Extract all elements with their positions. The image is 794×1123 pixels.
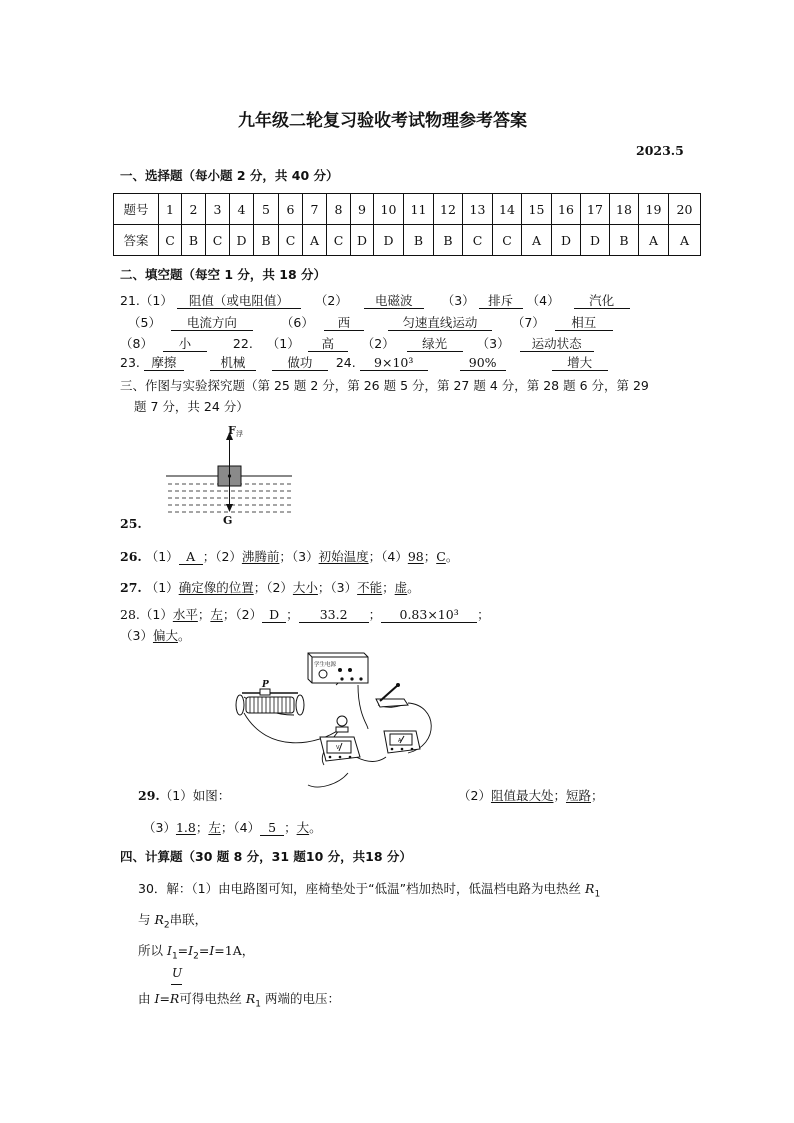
q28-part-3: ；（2） bbox=[222, 607, 263, 622]
q21-answer-7: 相互 bbox=[555, 316, 613, 331]
answer-table bbox=[113, 193, 701, 256]
q26-part-5: ； bbox=[423, 549, 437, 564]
question-number-cell: 12 bbox=[434, 194, 463, 225]
q21-answer-2: 电磁波 bbox=[364, 294, 424, 309]
q30-value: =1A， bbox=[214, 943, 255, 958]
switch bbox=[376, 683, 408, 707]
q21-mark-5: （5） bbox=[128, 315, 161, 330]
q28-answer-5: 0.83×10³ bbox=[381, 608, 477, 623]
q26-answer-4: 98 bbox=[407, 549, 424, 564]
question-number-cell: 20 bbox=[669, 194, 701, 225]
table-row-numbers bbox=[114, 194, 701, 225]
q24-answer-3: 增大 bbox=[552, 356, 608, 371]
q26-label: 26. bbox=[120, 549, 142, 564]
q23-label: 23. bbox=[120, 355, 140, 370]
q27-line bbox=[120, 578, 420, 596]
question-number-cell: 17 bbox=[581, 194, 610, 225]
q29-part-9: 。 bbox=[309, 820, 322, 835]
section1-heading: 一、选择题（每小题 2 分，共 40 分） bbox=[120, 168, 339, 183]
q29-part-8: ； bbox=[284, 820, 297, 835]
question-number-cell: 19 bbox=[639, 194, 669, 225]
q30-frac-den: R bbox=[169, 991, 180, 1006]
q21-mark-4: （4） bbox=[526, 293, 560, 308]
q22-mark-2: （2） bbox=[361, 336, 395, 351]
q28-answer-6: 偏大 bbox=[152, 628, 178, 643]
section4-heading: 四、计算题（30 题 8 分，31 题10 分，共18 分） bbox=[120, 849, 412, 864]
ammeter-label: A bbox=[398, 738, 402, 744]
answer-cell: C bbox=[159, 225, 182, 256]
section2-heading: 二、填空题（每空 1 分，共 18 分） bbox=[120, 267, 327, 282]
q27-part-3: ；（3） bbox=[317, 580, 358, 595]
answer-cell: C bbox=[206, 225, 230, 256]
q21-mark-2: （2） bbox=[314, 293, 348, 308]
q28-part-7: （3） bbox=[120, 628, 153, 643]
q23-answer-2: 机械 bbox=[210, 356, 256, 371]
answer-cell: B bbox=[254, 225, 279, 256]
question-number-cell: 5 bbox=[254, 194, 279, 225]
power-supply bbox=[308, 653, 368, 683]
q30-text-1: 30．解：（1）由电路图可知，座椅垫处于“低温”档加热时，低温档电路为电热丝 bbox=[138, 881, 586, 896]
q30-r2: R bbox=[154, 912, 164, 927]
q29-line1-right bbox=[458, 786, 604, 804]
q26-answer-1: A bbox=[179, 550, 203, 565]
q30-frac-num: U bbox=[172, 966, 183, 980]
row-label-question: 题号 bbox=[114, 194, 159, 225]
q30-i1: I bbox=[166, 943, 172, 958]
q30-frac-bar bbox=[171, 984, 182, 985]
q28-part-4: ； bbox=[286, 607, 299, 622]
q27-part-1: （1） bbox=[145, 580, 179, 595]
buoyancy-diagram bbox=[160, 420, 300, 530]
q27-label: 27. bbox=[120, 580, 142, 595]
answer-cell: A bbox=[639, 225, 669, 256]
q30-text-2a: 与 bbox=[138, 912, 155, 927]
q28-answer-3: D bbox=[262, 608, 286, 623]
q28-part-8: 。 bbox=[177, 628, 191, 643]
answer-cell: B bbox=[610, 225, 639, 256]
q30-r1-sub: 1 bbox=[594, 889, 601, 900]
q21-q22-line bbox=[120, 334, 594, 352]
q21-answer-4: 汽化 bbox=[574, 294, 630, 309]
question-number-cell: 11 bbox=[404, 194, 434, 225]
q30-text-3a: 所以 bbox=[138, 943, 167, 958]
q30-text-4c: 两端的电压： bbox=[260, 991, 340, 1006]
table-row-answers bbox=[114, 225, 701, 256]
light-bulb bbox=[336, 716, 348, 732]
q28-answer-4: 33.2 bbox=[299, 608, 369, 623]
q26-part-2: ；（2） bbox=[202, 549, 242, 564]
answer-cell: A bbox=[522, 225, 552, 256]
answer-cell: D bbox=[230, 225, 254, 256]
answer-cell: A bbox=[303, 225, 327, 256]
q29-answer-4: 左 bbox=[208, 820, 221, 835]
q26-part-4: ；（4） bbox=[368, 549, 408, 564]
q24-answer-2: 90% bbox=[460, 356, 506, 371]
q21-line1 bbox=[120, 291, 630, 309]
q29-part-5: （3） bbox=[143, 820, 176, 835]
answer-cell: D bbox=[581, 225, 610, 256]
q28-answer-2: 左 bbox=[210, 607, 223, 622]
q29-answer-2: 短路 bbox=[565, 788, 591, 803]
q22-mark-1: （1） bbox=[266, 336, 300, 351]
q26-part-6: 。 bbox=[445, 549, 459, 564]
q30-eq1: = bbox=[177, 943, 189, 958]
q30-r1b: R bbox=[245, 991, 256, 1006]
q29-part-7: ；（4） bbox=[220, 820, 261, 835]
q27-answer-4: 虚 bbox=[394, 580, 408, 595]
q29-part-4: ； bbox=[591, 788, 604, 803]
question-number-cell: 3 bbox=[206, 194, 230, 225]
q29-answer-3: 1.8 bbox=[175, 820, 196, 835]
q29-answer-5: 5 bbox=[260, 821, 284, 836]
q30-r2-sub: 2 bbox=[163, 920, 170, 931]
question-number-cell: 16 bbox=[552, 194, 581, 225]
answer-cell: D bbox=[351, 225, 374, 256]
q28-part-1: （1） bbox=[139, 607, 173, 622]
question-number-cell: 8 bbox=[327, 194, 351, 225]
q21-mark-6: （6） bbox=[280, 315, 314, 330]
q21-answer-5: 电流方向 bbox=[171, 316, 253, 331]
q28-line bbox=[120, 605, 490, 623]
q22-answer-2: 绿光 bbox=[407, 337, 463, 352]
section3-heading-line1: 三、作图与实验探究题（第 25 题 2 分，第 26 题 5 分，第 27 题 4 分，第 28 题 6 分，第 29 bbox=[120, 378, 649, 393]
question-number-cell: 4 bbox=[230, 194, 254, 225]
rheostat bbox=[236, 680, 304, 715]
section3-heading-line2: 题 7 分，共 24 分） bbox=[134, 399, 249, 414]
q23-answer-3: 做功 bbox=[272, 356, 328, 371]
q27-part-2: ；（2） bbox=[253, 580, 293, 595]
question-number-cell: 6 bbox=[279, 194, 303, 225]
gravity-arrow-icon bbox=[226, 504, 233, 512]
question-number-cell: 18 bbox=[610, 194, 639, 225]
q28-part-6: ； bbox=[477, 607, 490, 622]
row-label-answer: 答案 bbox=[114, 225, 159, 256]
q28-label: 28. bbox=[120, 607, 140, 622]
exam-date: 2023.5 bbox=[636, 143, 684, 158]
q21-label: 21.（1） bbox=[120, 293, 173, 308]
q26-line bbox=[120, 547, 458, 565]
q26-answer-3: 初始温度 bbox=[318, 549, 369, 564]
answer-cell: C bbox=[327, 225, 351, 256]
q29-line1 bbox=[138, 786, 230, 804]
ammeter bbox=[384, 731, 420, 753]
q30-i3: I bbox=[209, 943, 215, 958]
q23-q24-line bbox=[120, 355, 608, 371]
q30-text-4b: 可得电热丝 bbox=[179, 991, 246, 1006]
q29-part-1: （1）如图： bbox=[159, 788, 231, 803]
q30-r1b-sub: 1 bbox=[255, 999, 261, 1010]
q27-part-4: ； bbox=[382, 580, 395, 595]
q30-eq2: = bbox=[198, 943, 210, 958]
q29-answer-1: 阻值最大处 bbox=[490, 788, 554, 803]
q29-part-3: ； bbox=[553, 788, 566, 803]
answer-cell: B bbox=[182, 225, 206, 256]
voltmeter bbox=[320, 737, 360, 761]
q27-part-5: 。 bbox=[407, 580, 420, 595]
slider-label-p: P bbox=[262, 680, 269, 690]
q21-mark-8: （8） bbox=[120, 336, 153, 351]
q28-line2 bbox=[120, 626, 190, 644]
q26-part-3: ；（3） bbox=[279, 549, 319, 564]
page-title: 九年级二轮复习验收考试物理参考答案 bbox=[238, 111, 527, 131]
question-number-cell: 10 bbox=[374, 194, 404, 225]
q27-answer-2: 大小 bbox=[292, 580, 318, 595]
answer-cell: C bbox=[463, 225, 493, 256]
q22-label: 22. bbox=[232, 336, 253, 351]
q22-mark-3: （3） bbox=[476, 336, 510, 351]
answer-cell: C bbox=[279, 225, 303, 256]
q29-line2 bbox=[143, 818, 322, 836]
q30-text-4a: 由 bbox=[138, 991, 155, 1006]
q24-answer-1: 9×10³ bbox=[360, 356, 428, 371]
diagram-label-f-sub: 浮 bbox=[236, 430, 243, 438]
q22-answer-3: 运动状态 bbox=[520, 337, 594, 352]
q24-label: 24. bbox=[335, 355, 356, 370]
q29-part-2: （2） bbox=[458, 788, 491, 803]
question-number-cell: 15 bbox=[522, 194, 552, 225]
circuit-diagram bbox=[228, 645, 438, 795]
q28-answer-1: 水平 bbox=[172, 607, 198, 622]
q21-answer-8: 小 bbox=[163, 337, 207, 352]
q30-line3 bbox=[138, 941, 254, 962]
q30-i2: I bbox=[188, 943, 194, 958]
q27-answer-3: 不能 bbox=[357, 580, 383, 595]
answer-cell: C bbox=[493, 225, 522, 256]
q30-r1: R bbox=[585, 881, 595, 896]
diagram-label-f: F bbox=[228, 424, 236, 437]
question-number-cell: 7 bbox=[303, 194, 327, 225]
answer-cell: D bbox=[552, 225, 581, 256]
voltmeter-label: V bbox=[336, 745, 340, 751]
q30-line2 bbox=[138, 910, 207, 931]
q30-text-2b: 串联， bbox=[169, 912, 208, 927]
q30-i2-sub: 2 bbox=[193, 951, 199, 962]
q26-answer-5: C bbox=[436, 549, 446, 564]
answer-cell: B bbox=[434, 225, 463, 256]
answer-cell: B bbox=[404, 225, 434, 256]
q21-answer-6: 西 bbox=[324, 316, 364, 331]
q26-part-1: （1） bbox=[145, 549, 179, 564]
q21-answer-1: 阻值（或电阻值） bbox=[177, 294, 301, 309]
diagram-label-g: G bbox=[223, 514, 233, 527]
q30-line4 bbox=[138, 989, 340, 1010]
q23-answer-1: 摩擦 bbox=[144, 356, 184, 371]
question-number-cell: 14 bbox=[493, 194, 522, 225]
q28-part-5: ； bbox=[368, 607, 382, 622]
q21-answer-3: 排斥 bbox=[479, 294, 523, 309]
q30-eq4: = bbox=[159, 991, 170, 1006]
question-number-cell: 2 bbox=[182, 194, 206, 225]
question-number-cell: 1 bbox=[159, 194, 182, 225]
q29-answer-6: 大 bbox=[296, 820, 310, 835]
answer-cell: A bbox=[669, 225, 701, 256]
q27-answer-1: 确定像的位置 bbox=[178, 580, 254, 595]
q25-label: 25. bbox=[120, 516, 142, 531]
power-supply-label: 学生电源 bbox=[314, 662, 337, 668]
q30-i4: I bbox=[154, 991, 160, 1006]
q29-label: 29. bbox=[138, 788, 160, 803]
q21-mark-3: （3） bbox=[441, 293, 475, 308]
q21-line2 bbox=[128, 313, 613, 331]
q26-answer-2: 沸腾前 bbox=[241, 549, 280, 564]
q21-answer-6b: 匀速直线运动 bbox=[388, 316, 492, 331]
question-number-cell: 9 bbox=[351, 194, 374, 225]
q30-i1-sub: 1 bbox=[171, 951, 178, 962]
q22-answer-1: 高 bbox=[308, 337, 348, 352]
q29-part-6: ； bbox=[195, 820, 209, 835]
answer-cell: D bbox=[374, 225, 404, 256]
q21-mark-7: （7） bbox=[511, 315, 545, 330]
q30-line1 bbox=[138, 879, 600, 900]
question-number-cell: 13 bbox=[463, 194, 493, 225]
q28-part-2: ； bbox=[197, 607, 211, 622]
